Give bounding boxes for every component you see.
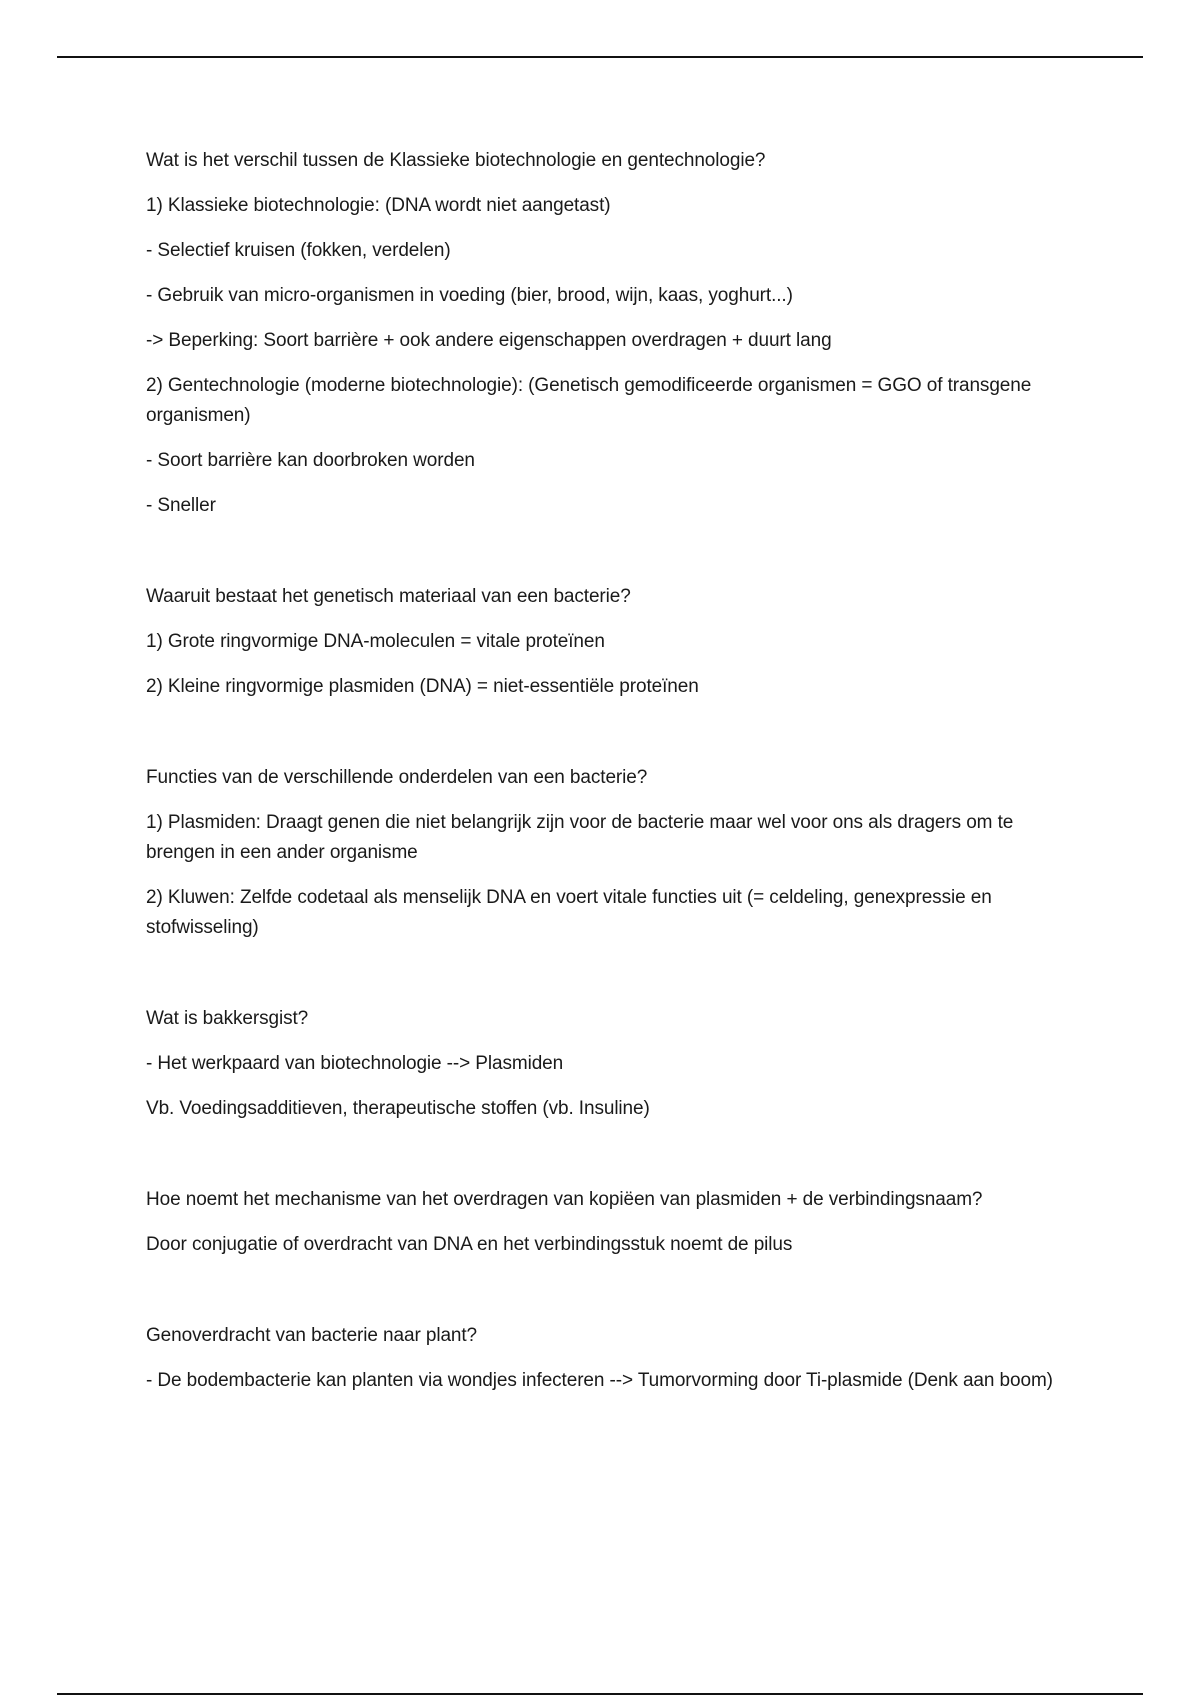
qa-section-bacteria-parts [146,763,1086,943]
answer-line: 2) Kluwen: Zelfde codetaal als menselijk DNA en voert vitale functies uit (= celdeling, genexpressie en stofwisseling) [146,887,992,938]
answer-line: - De bodembacterie kan planten via wondjes infecteren --> Tumorvorming door Ti-plasmide (Denk aan boom) [146,1370,1053,1391]
answer-line: 2) Kleine ringvormige plasmiden (DNA) = niet-essentiële proteïnen [146,676,699,697]
document-body [146,146,1086,1457]
answer-line: -> Beperking: Soort barrière + ook andere eigenschappen overdragen + duurt lang [146,330,832,351]
qa-section-biotech-difference [146,146,1086,521]
qa-section-gene-transfer-plant [146,1321,1086,1396]
answer-line: 1) Plasmiden: Draagt genen die niet belangrijk zijn voor de bacterie maar wel voor ons als dragers om te brengen in een ander organisme [146,812,1014,863]
question-text: Wat is het verschil tussen de Klassieke biotechnologie en gentechnologie? [146,150,766,171]
answer-line: Vb. Voedingsadditieven, therapeutische stoffen (vb. Insuline) [146,1098,650,1119]
bottom-rule [57,1693,1143,1695]
qa-section-genetic-material [146,582,1086,702]
answer-line: - Het werkpaard van biotechnologie --> Plasmiden [146,1053,564,1074]
question-text: Genoverdracht van bacterie naar plant? [146,1325,478,1346]
answer-line: 1) Klassieke biotechnologie: (DNA wordt niet aangetast) [146,195,611,216]
answer-line: Door conjugatie of overdracht van DNA en het verbindingsstuk noemt de pilus [146,1234,793,1255]
qa-section-conjugation [146,1185,1086,1260]
question-text: Functies van de verschillende onderdelen van een bacterie? [146,767,648,788]
qa-section-bakers-yeast [146,1004,1086,1124]
answer-line: - Soort barrière kan doorbroken worden [146,450,475,471]
question-text: Hoe noemt het mechanisme van het overdragen van kopiëen van plasmiden + de verbindingsnaam? [146,1189,983,1210]
answer-line: - Sneller [146,495,216,516]
answer-line: - Selectief kruisen (fokken, verdelen) [146,240,451,261]
question-text: Waaruit bestaat het genetisch materiaal van een bacterie? [146,586,631,607]
answer-line: 2) Gentechnologie (moderne biotechnologie): (Genetisch gemodificeerde organismen = GGO of transgene organismen) [146,375,1032,426]
answer-line: 1) Grote ringvormige DNA-moleculen = vitale proteïnen [146,631,605,652]
answer-line: - Gebruik van micro-organismen in voeding (bier, brood, wijn, kaas, yoghurt...) [146,285,793,306]
top-rule [57,56,1143,58]
question-text: Wat is bakkersgist? [146,1008,309,1029]
